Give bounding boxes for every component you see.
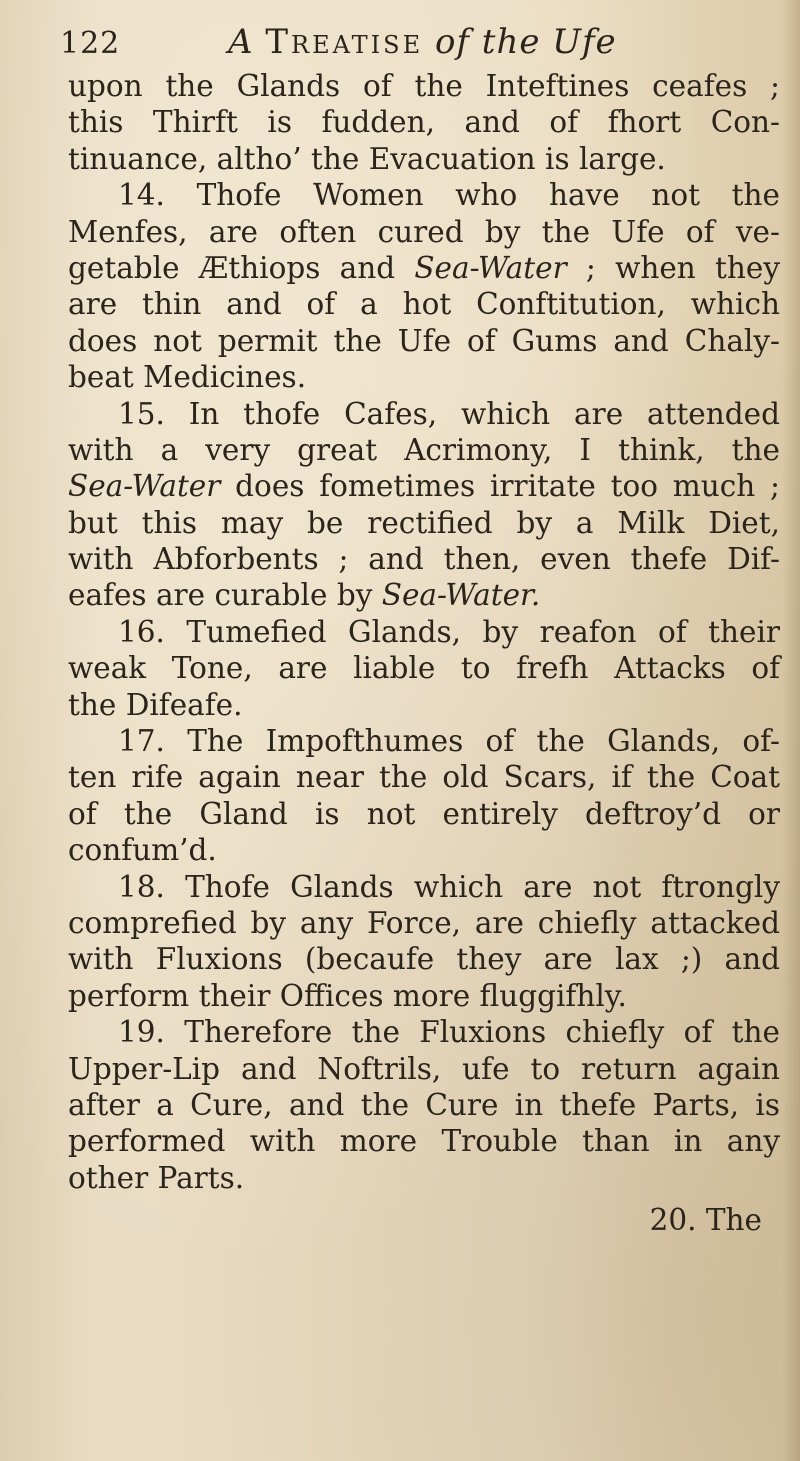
- running-head-caps: Treatise: [265, 22, 424, 62]
- page-number: 122: [60, 26, 121, 61]
- text-line: beat Medicines.: [68, 360, 307, 395]
- text-span: ; when they: [566, 250, 780, 285]
- text-line: of the Gland is not entirely deftroy’d or: [68, 796, 780, 831]
- italic-term: Sea-Water: [68, 469, 221, 504]
- text-line: upon the Glands of the Inteftines ceafes ;: [68, 69, 780, 103]
- running-head: [228, 22, 617, 62]
- italic-term: Sea-Water.: [381, 578, 541, 613]
- text-line: weak Tone, are liable to frefh Attacks of: [68, 651, 780, 686]
- running-head-prefix: A: [228, 22, 254, 62]
- text-line: confum’d.: [68, 833, 217, 868]
- text-line: with Fluxions (becaufe they are lax ;) and: [68, 942, 780, 977]
- text-line: other Parts.: [68, 1160, 245, 1195]
- running-head-suffix: of the Ufe: [434, 22, 617, 62]
- italic-term: Sea-Water: [414, 250, 567, 285]
- page-header: [60, 22, 780, 72]
- text-line: this Thirft is fudden, and of fhort Con-: [68, 105, 780, 140]
- text-span: eafes are curable by: [68, 578, 382, 613]
- text-line: after a Cure, and the Cure in thefe Parts, is: [68, 1087, 780, 1122]
- text-line: 14. Thofe Women who have not the: [118, 178, 780, 213]
- text-line: Menfes, are often cured by the Ufe of ve-: [68, 214, 780, 249]
- text-line: [68, 468, 780, 504]
- text-line: performed with more Trouble than in any: [68, 1124, 780, 1159]
- text-line: are thin and of a hot Conftitution, which: [68, 287, 780, 322]
- body-text: [68, 68, 780, 1239]
- text-line: 17. The Impofthumes of the Glands, of-: [118, 724, 780, 759]
- text-span: getable Æthiops and: [68, 250, 415, 285]
- text-line: with Abforbents ; and then, even thefe Dif-: [68, 542, 780, 577]
- text-line: [68, 577, 780, 613]
- text-line: [68, 250, 780, 286]
- text-line: does not permit the Ufe of Gums and Chaly-: [68, 323, 780, 358]
- catchword: 20. The: [649, 1203, 762, 1238]
- text-span: does fometimes irritate too much ;: [220, 469, 780, 504]
- text-line: comprefied by any Force, are chiefly attacked: [68, 905, 780, 940]
- text-line: perform their Offices more fluggifhly.: [68, 978, 627, 1013]
- text-line: with a very great Acrimony, I think, the: [68, 432, 780, 467]
- text-line: 19. Therefore the Fluxions chiefly of the: [118, 1015, 780, 1050]
- page-edge-shadow: [782, 0, 800, 1461]
- text-line: tinuance, altho’ the Evacuation is large.: [68, 141, 666, 176]
- text-line: the Difeafe.: [68, 687, 243, 722]
- text-line: Upper-Lip and Noftrils, ufe to return again: [68, 1051, 780, 1086]
- text-line: 15. In thofe Cafes, which are attended: [118, 396, 780, 431]
- text-line: but this may be rectified by a Milk Diet,: [68, 505, 780, 540]
- text-line: 16. Tumefied Glands, by reafon of their: [118, 614, 780, 649]
- text-line: ten rife again near the old Scars, if the Coat: [68, 760, 780, 795]
- text-line: 18. Thofe Glands which are not ftrongly: [118, 869, 780, 904]
